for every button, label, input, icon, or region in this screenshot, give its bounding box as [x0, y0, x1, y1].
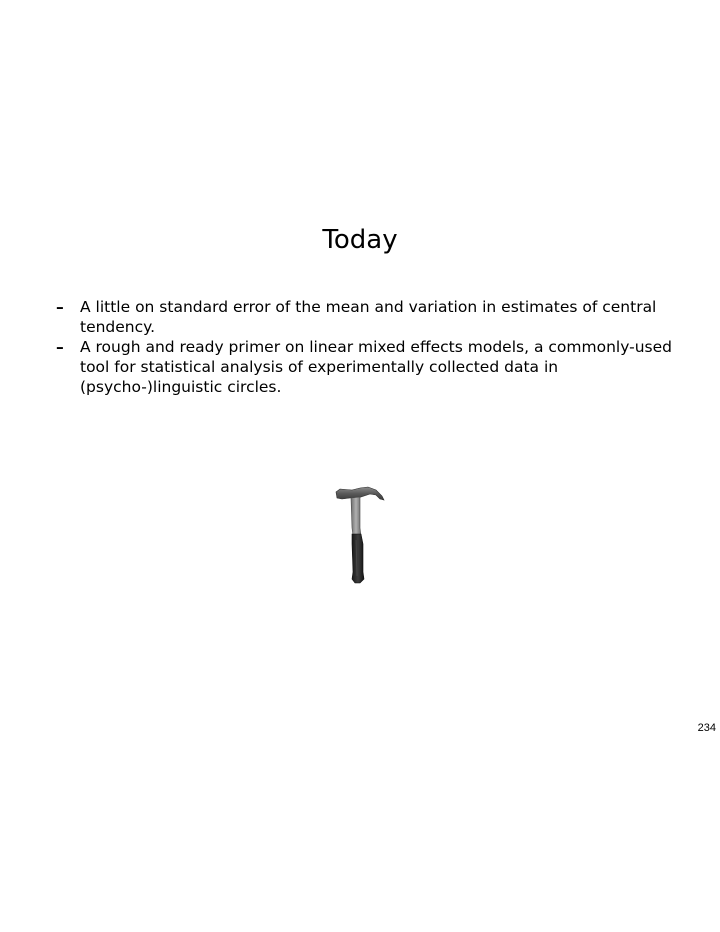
hammer-icon [330, 484, 390, 586]
list-item [56, 297, 696, 337]
bullet-marker: – [56, 338, 64, 356]
slide-title: Today [322, 225, 398, 255]
bullet-text: A rough and ready primer on linear mixed effects models, a commonly-used tool for statistical analysis of experimentally collected data in (psycho-)linguistic circles. [80, 338, 672, 396]
list-item [56, 337, 696, 397]
bullet-list [56, 297, 696, 397]
bullet-marker: – [56, 298, 64, 316]
page-number: 234 [697, 722, 716, 734]
bullet-text: A little on standard error of the mean and variation in estimates of central tendency. [80, 298, 657, 336]
